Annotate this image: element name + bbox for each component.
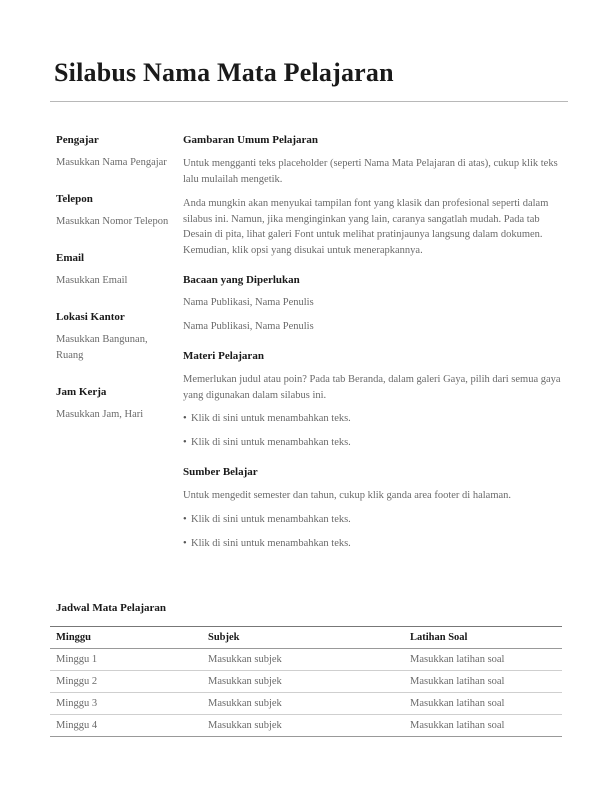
materials-bullet-item[interactable] [183, 436, 568, 450]
sidebar-block-phone [56, 193, 171, 230]
office-heading: Lokasi Kantor [56, 311, 125, 323]
materials-paragraph[interactable]: Memerlukan judul atau poin? Pada tab Beranda, dalam galeri Gaya, pilih dari semua gaya yang digunakan dalam silabus ini. [183, 374, 561, 401]
resources-bullet-item[interactable] [183, 537, 568, 551]
reading-item[interactable]: Nama Publikasi, Nama Penulis [183, 297, 314, 308]
subject-cell[interactable]: Masukkan subjek [202, 671, 404, 693]
overview-heading[interactable]: Gambaran Umum Pelajaran [183, 134, 319, 146]
resources-paragraph[interactable]: Untuk mengedit semester dan tahun, cukup klik ganda area footer di halaman. [183, 490, 512, 501]
overview-paragraph-2[interactable]: Anda mungkin akan menyukai tampilan font yang klasik dan profesional seperti dalam silabus ini. Namun, jika menginginkan yang lain, caranya sangatlah mudah. Pada tab Desain di pita, lihat galeri Font untuk melihat pratinjaunya langsung dalam dokumen. Kemudian, klik opsi yang disukai untuk menerapkannya. [183, 198, 549, 256]
bullet-text: Klik di sini untuk menambahkan teks. [191, 413, 351, 424]
exercise-cell[interactable]: Masukkan latihan soal [404, 649, 562, 671]
table-row [50, 693, 562, 715]
exercise-cell[interactable]: Masukkan latihan soal [404, 693, 562, 715]
materials-heading[interactable]: Materi Pelajaran [183, 350, 264, 362]
week-cell[interactable]: Minggu 1 [50, 649, 202, 671]
sidebar-block-email [56, 252, 171, 289]
column-header-subject[interactable]: Subjek [202, 627, 404, 649]
table-header-row [50, 627, 562, 649]
resources-bullet-item[interactable] [183, 513, 568, 527]
page-title[interactable]: Silabus Nama Mata Pelajaran [54, 58, 394, 87]
sidebar-block-office [56, 311, 171, 364]
sidebar-block-instructor [56, 134, 171, 171]
email-heading: Email [56, 252, 85, 264]
reading-item[interactable]: Nama Publikasi, Nama Penulis [183, 321, 314, 332]
column-header-exercises[interactable]: Latihan Soal [404, 627, 562, 649]
bullet-icon: • [183, 437, 187, 448]
bullet-text: Klik di sini untuk menambahkan teks. [191, 437, 351, 448]
office-value[interactable]: Masukkan Bangunan, Ruang [56, 334, 148, 361]
instructor-heading: Pengajar [56, 134, 99, 146]
subject-cell[interactable]: Masukkan subjek [202, 693, 404, 715]
readings-section [183, 274, 568, 334]
schedule-title[interactable]: Jadwal Mata Pelajaran [56, 602, 166, 614]
bullet-icon: • [183, 413, 187, 424]
exercise-cell[interactable]: Masukkan latihan soal [404, 715, 562, 737]
contact-sidebar [56, 134, 171, 445]
table-row [50, 671, 562, 693]
materials-section [183, 350, 568, 450]
week-cell[interactable]: Minggu 3 [50, 693, 202, 715]
overview-section [183, 134, 568, 258]
subject-cell[interactable]: Masukkan subjek [202, 715, 404, 737]
materials-bullet-item[interactable] [183, 412, 568, 426]
overview-paragraph-1[interactable]: Untuk mengganti teks placeholder (seperti Nama Mata Pelajaran di atas), cukup klik teks lalu mulailah mengetik. [183, 158, 558, 185]
schedule-table [50, 626, 562, 737]
column-header-week[interactable]: Minggu [50, 627, 202, 649]
main-content [183, 134, 568, 567]
exercise-cell[interactable]: Masukkan latihan soal [404, 671, 562, 693]
bullet-text: Klik di sini untuk menambahkan teks. [191, 513, 351, 525]
week-cell[interactable]: Minggu 4 [50, 715, 202, 737]
hours-value[interactable]: Masukkan Jam, Hari [56, 409, 144, 420]
bullet-icon: • [183, 513, 187, 525]
table-row [50, 649, 562, 671]
sidebar-block-hours [56, 386, 171, 423]
readings-heading[interactable]: Bacaan yang Diperlukan [183, 274, 300, 286]
resources-heading[interactable]: Sumber Belajar [183, 466, 258, 478]
bullet-text: Klik di sini untuk menambahkan teks. [191, 537, 351, 549]
phone-heading: Telepon [56, 193, 93, 205]
phone-value[interactable]: Masukkan Nomor Telepon [56, 216, 169, 227]
table-row [50, 715, 562, 737]
bullet-icon: • [183, 537, 187, 549]
email-value[interactable]: Masukkan Email [56, 275, 128, 286]
subject-cell[interactable]: Masukkan subjek [202, 649, 404, 671]
instructor-value[interactable]: Masukkan Nama Pengajar [56, 157, 167, 168]
hours-heading: Jam Kerja [56, 386, 107, 398]
resources-section [183, 466, 568, 551]
week-cell[interactable]: Minggu 2 [50, 671, 202, 693]
title-divider [50, 101, 568, 102]
